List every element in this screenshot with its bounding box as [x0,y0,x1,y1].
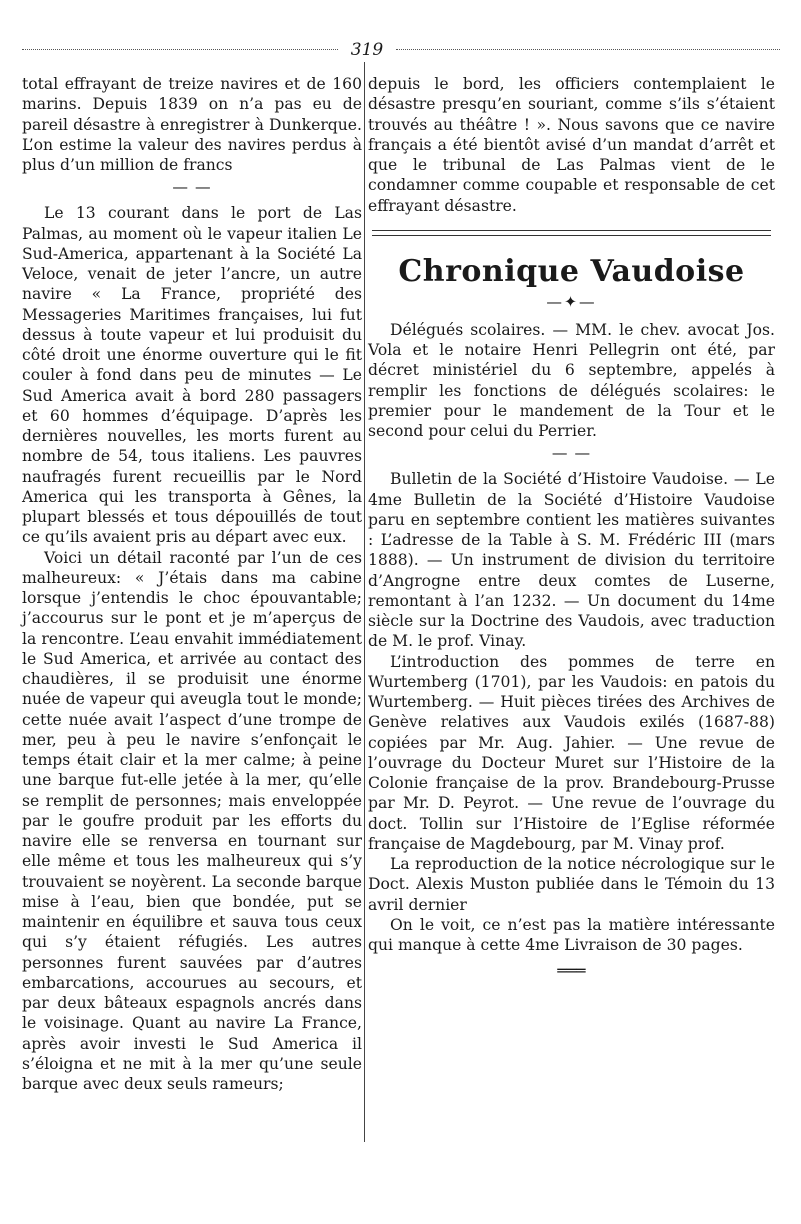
paragraph-las-palmas: Le 13 courant dans le port de Las Palmas, au moment où le vapeur italien Le Sud-America, appartenant à la Société La Veloce, venait de jeter l’ancre, un autre navire « La France, propriété des Messageries Maritimes françaises, lui fut dessus à toute vapeur et lui produisit du côté droit une énorme ouverture qui le fit couler à fond dans peu de minutes — Le Sud America avait à bord 280 passagers et 60 hommes d’équipage. D’après les dernières nouvelles, les morts furent au nombre de 54, tous italiens. Les pauvres naufragés furent recueillis par le Nord America qui les transporta à Gênes, la plupart blessés et tous dépouillés de tout ce qu’ils avaient pris au départ avec eux. [22,204,362,547]
header-rule-right [396,49,780,50]
separator-dash: — — [172,178,212,197]
double-rule [372,230,771,236]
paragraph-witness-account: Voici un détail raconté par l’un de ces malheureux: « J’étais dans ma cabine lorsque j’entendis le choc épouvantable; j’accourus sur le pont et je m’aperçus de la rencontre. L’eau envahit immédiatement le Sud America, et arrivée au contact des chaudières, il se produisit une énorme nuée de vapeur qui aveugla tout le monde; cette nuée avait l’aspect d’une trompe de mer, peu à peu le navire s’enfonçait le temps était clair et la mer calme; à peine une barque fut-elle jetée à la mer, qu’elle se remplit de personnes; mais enveloppée par le goufre produit par les efforts du navire elle se renversa en tournant sur elle même et tous les malheureux qui s’y trouvaient se noyèrent. La seconde barque mise à l’eau, bien que bondée, put se maintenir en équilibre et sauva tous ceux qui s’y étaient réfugiés. Les autres personnes furent sauvées par d’autres embarcations, accourues au secours, et par deux bâteaux espagnols ancrés dans le voisinage. Quant au navire La France, après avoir investi le Sud America il s’éloigna et ne mit à la mer qu’une seule barque avec deux seuls rameurs; [22,548,362,1093]
right-column [368,74,775,979]
end-mark: ═══ [557,962,586,981]
column-divider [364,62,365,1142]
section-title: Chronique Vaudoise [398,253,745,289]
left-column [22,74,362,1094]
header-rule-left [22,49,338,50]
paragraph-reproduction: La reproduction de la notice nécrologique sur le Doct. Alexis Muston publiée dans le Témoin du 13 avril dernier [368,855,775,914]
paragraph-bulletin: Bulletin de la Société d’Histoire Vaudoise. — Le 4me Bulletin de la Société d’Histoire Vaudoise paru en septembre contient les matières suivantes : L’adresse de la Table à S. M. Frédéric III (mars 1888). — Un instrument de division du territoire d’Angrogne entre deux comtes de Luserne, remontant à l’an 1232. — Un document du 14me siècle sur la Doctrine des Vaudois, avec traduction de M. le prof. Vinay. [368,470,775,651]
page-header [22,40,780,60]
paragraph-conclusion: On le voit, ce n’est pas la matière intéressante qui manque à cette 4me Livraison de 30 pages. [368,915,775,954]
page-number: 319 [350,40,384,60]
paragraph-continuation: depuis le bord, les officiers contemplaient le désastre presqu’en souriant, comme s’ils s’étaient trouvés au théâtre ! ». Nous savons que ce navire français a été bientôt avisé d’un mandat d’arrêt et que le tribunal de Las Palmas vient de le condamner comme coupable et responsable de cet effrayant désastre. [368,75,775,215]
separator-dash: — — [551,444,592,463]
paragraph-introduction: L’introduction des pommes de terre en Wurtemberg (1701), par les Vaudois: en patois du Wurtemberg. — Huit pièces tirées des Archives de Genève relatives aux Vaudois exilés (1687-88) copiées par Mr. Aug. Jahier. — Une revue de l’ouvrage du Docteur Muret sur l’Histoire de la Colonie française de la prov. Brandebourg-Prusse par Mr. D. Peyrot. — Une revue de l’ouvrage du doct. Tollin sur l’Histoire de l’Eglise réformée française de Magdebourg, par M. Vinay prof. [368,652,775,853]
paragraph-delegues: Délégués scolaires. — MM. le chev. avocat Jos. Vola et le notaire Henri Pellegrin ont été, par décret ministériel du 6 septembre, appelés à remplir les fonctions de délégués scolaires: le premier pour le mandement de la Tour et le second pour celui du Perrier. [368,320,775,440]
title-ornament: —✦— [546,292,597,311]
paragraph-dunkerque: total effrayant de treize navires et de 160 marins. Depuis 1839 on n’a pas eu de pareil désastre à enregistrer à Dunkerque. L’on estime la valeur des navires perdus à plus d’un million de francs [22,75,362,174]
